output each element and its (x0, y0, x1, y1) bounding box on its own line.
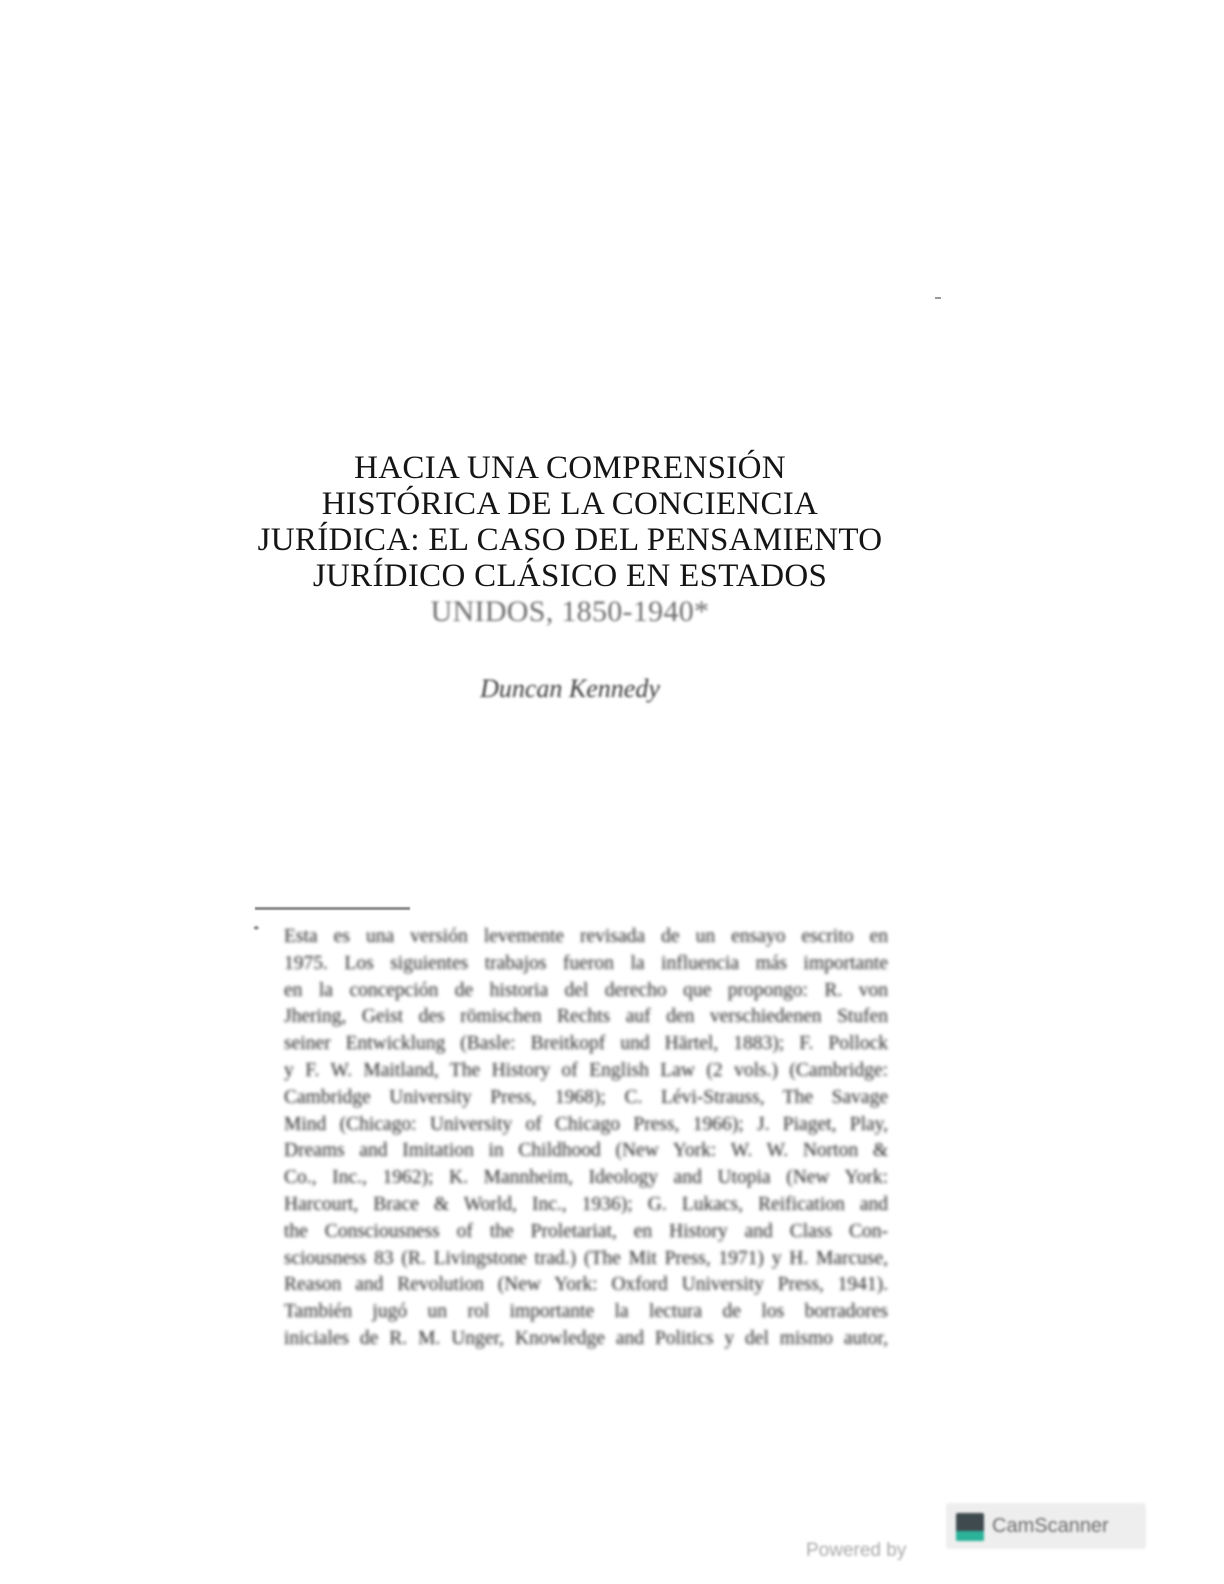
footnote-line: en la concepción de historia del derecho que propongo: R. von (284, 979, 888, 1001)
stray-mark (935, 297, 941, 299)
footnote-line: Dreams and Imitation in Childhood (New York: W. W. Norton & (284, 1140, 888, 1162)
title-line-3: JURÍDICA: EL CASO DEL PENSAMIENTO (257, 522, 883, 558)
camscanner-badge (946, 1503, 1146, 1549)
title-line-1: HACIA UNA COMPRENSIÓN (354, 450, 786, 486)
footnote-line: También jugó un rol importante la lectura de los borradores (284, 1301, 888, 1323)
footnote (284, 924, 888, 1353)
title-line-5: UNIDOS, 1850-1940* (430, 595, 710, 628)
footnote-line: y F. W. Maitland, The History of English Law (2 vols.) (Cambridge: (284, 1059, 888, 1081)
footnote-line: Jhering, Geist des römischen Rechts auf den verschiedenen Stufen (284, 1006, 888, 1028)
footnote-line: iniciales de R. M. Unger, Knowledge and Politics y del mismo autor, (284, 1327, 888, 1349)
camscanner-icon (956, 1513, 984, 1541)
camscanner-logo-text: CamScanner (992, 1515, 1109, 1537)
footnote-line: seiner Entwicklung (Basle: Breitkopf und Härtel, 1883); F. Pollock (284, 1033, 888, 1055)
footnote-line: Reason and Revolution (New York: Oxford University Press, 1941). (284, 1274, 888, 1296)
footnote-line: Cambridge University Press, 1968); C. Lévi-Strauss, The Savage (284, 1086, 888, 1108)
footnote-line: Co., Inc., 1962); K. Mannheim, Ideology and Utopia (New York: (284, 1167, 888, 1189)
footnote-line: Harcourt, Brace & World, Inc., 1936); G. Lukacs, Reification and (284, 1193, 888, 1215)
author-name: Duncan Kennedy (480, 674, 660, 703)
footnote-marker: * (253, 922, 260, 937)
title-line-2: HISTÓRICA DE LA CONCIENCIA (321, 486, 819, 522)
footnote-divider (255, 907, 410, 910)
article-title (240, 450, 900, 630)
powered-by-label: Powered by (806, 1540, 907, 1561)
footnote-line: Mind (Chicago: University of Chicago Press, 1966); J. Piaget, Play, (284, 1113, 888, 1135)
title-line-4: JURÍDICO CLÁSICO EN ESTADOS (312, 558, 828, 594)
footnote-line: the Consciousness of the Proletariat, en History and Class Con- (284, 1220, 888, 1242)
footnote-line: Esta es una versión levemente revisada de un ensayo escrito en (284, 926, 888, 947)
footnote-line: sciousness 83 (R. Livingstone trad.) (The Mit Press, 1971) y H. Marcuse, (284, 1247, 888, 1269)
footnote-line: 1975. Los siguientes trabajos fueron la influencia más importante (284, 952, 888, 974)
